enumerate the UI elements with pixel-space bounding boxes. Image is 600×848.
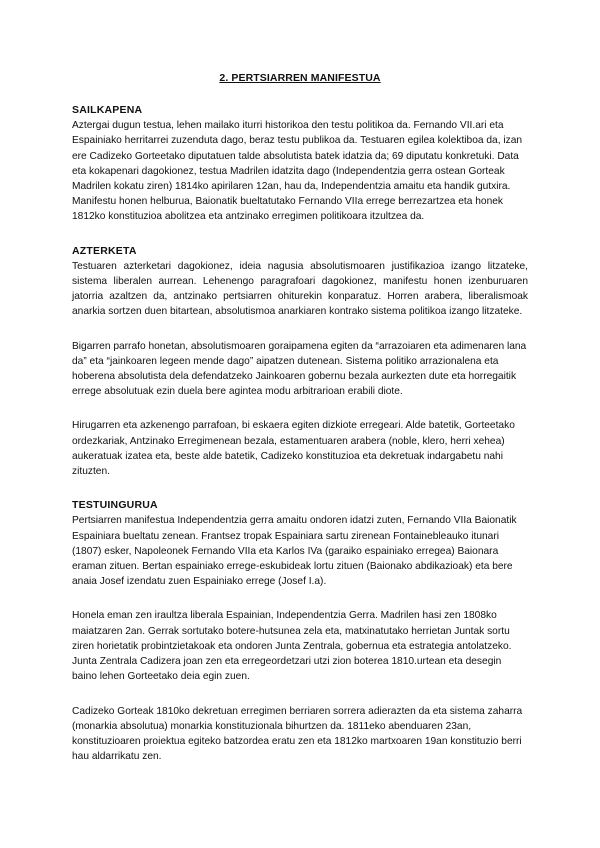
section-heading: AZTERKETA [72,244,137,257]
paragraph: Hirugarren eta azkenengo parrafoan, bi eskaera egiten dizkiote erregeari. Alde batetik, Gorteetako ordezkariak, Antzinako Erregimenean bezala, estamentuaren arabera (noble, klero, herri xehea) aukeratuak izatea eta, beste alde batetik, Cadizeko konstituzioa eta dekretuak indargabetu nahi zituzten. [72,420,515,478]
paragraph: Bigarren parrafo honetan, absolutismoaren goraipamena egiten da “arrazoiaren eta adimenaren lana da” eta “jainkoaren legeen mende dago” aipatzen dutenean. Sistema politiko arrazionalena eta hoberena absolutista dela defendatzeko Jainkoaren gobernu bezala aurkezten dute eta horregaitik errege absolutuak ezin duela bere agintea modu arbitrarioan erabili diote. [72,340,527,398]
section-heading: TESTUINGURUA [72,499,158,512]
section-azterketa [72,244,528,480]
paragraph: Testuaren azterketari dagokionez, ideia nagusia absolutismoaren justifikazioa izango litzateke, sistema liberalen aurrean. Lehenengo paragrafoari dagokionez, manifestu honen izenburuaren jatorria azaltzen da, antzinako pertsiarren ohiturekin konparatuz. Horren arabera, liberalismoak anarkia sortzen duen bitartean, absolutismoa anarkiaren kontrako sistema politikoa izango litzateke. [72,260,528,318]
section-testuingurua [72,498,528,764]
section-heading: SAILKAPENA [72,104,143,116]
paragraph: Cadizeko Gorteak 1810ko dekretuan erregimen berriaren sorrera adierazten da eta sistema zaharra (monarkia absolutua) monarkia konstituzionala bihurtzen da. 1811eko abenduaren 23an, konstituzioaren proiektua egiteko batzordea eratu zen eta 1812ko martxoaren 19an konstituzio berri hau aldarrikatu zen. [72,705,523,763]
paragraph: Aztergai dugun testua, lehen mailako iturri historikoa den testu politikoa da. Fernando VII.ari eta Espainiako herritarrei zuzenduta dago, beraz testu publikoa da. Testuaren egilea kolektiboa da, izan ere Cadizeko Gorteetako diputatuen talde absolutista batek idatzia da; 69 diputatu konkretuki. Data eta kokapenari dagokionez, testua Madrilen idatzita dago (Independentzia gerra ostean Gorteak Madrilen kokatu ziren) 1814ko apirilaren 12an, hau da, Independentzia amaitu eta handik gutxira. Manifestu honen helburua, Baionatik bueltatutako Fernando VIIa errege berrezartzea eta honek 1812ko konstituzioa abolitzea eta antzinako erregimen politikoara itzultzea da. [72,120,523,223]
section-sailkapena [72,103,528,225]
document-title: 2. PERTSIARREN MANIFESTUA [219,72,381,84]
paragraph: Pertsiarren manifestua Independentzia gerra amaitu ondoren idatzi zuten, Fernando VIIa Baionatik Espainiara bueltatu zenean. Frantsez tropak Espainiara sartu zirenean Fontainebleauko itunari (1807) esker, Napoleonek Fernando VIIa eta Karlos IVa (garaiko espainiako erregea) Baionara eraman zituen. Bertan espainiako errege-eskubideak lortu zituen (Baionako abdikazioak) eta bere anaia Josef izendatu zuen Espainiako errege (Josef I.a). [72,515,517,588]
paragraph: Honela eman zen iraultza liberala Espainian, Independentzia Gerra. Madrilen hasi zen 1808ko maiatzaren 2an. Gerrak sortutako botere-hutsunea zela eta, matxinatutako herrietan Juntak sortu ziren horietatik probintzietakoak eta ondoren Junta Zentrala, gobernua eta estrategia antolatzeko. Junta Zentrala Cadizera joan zen eta erregeordetzari utzi zion boterea 1810.urtean eta desegin baino lehen Gorteetako deia egin zuen. [72,610,512,683]
